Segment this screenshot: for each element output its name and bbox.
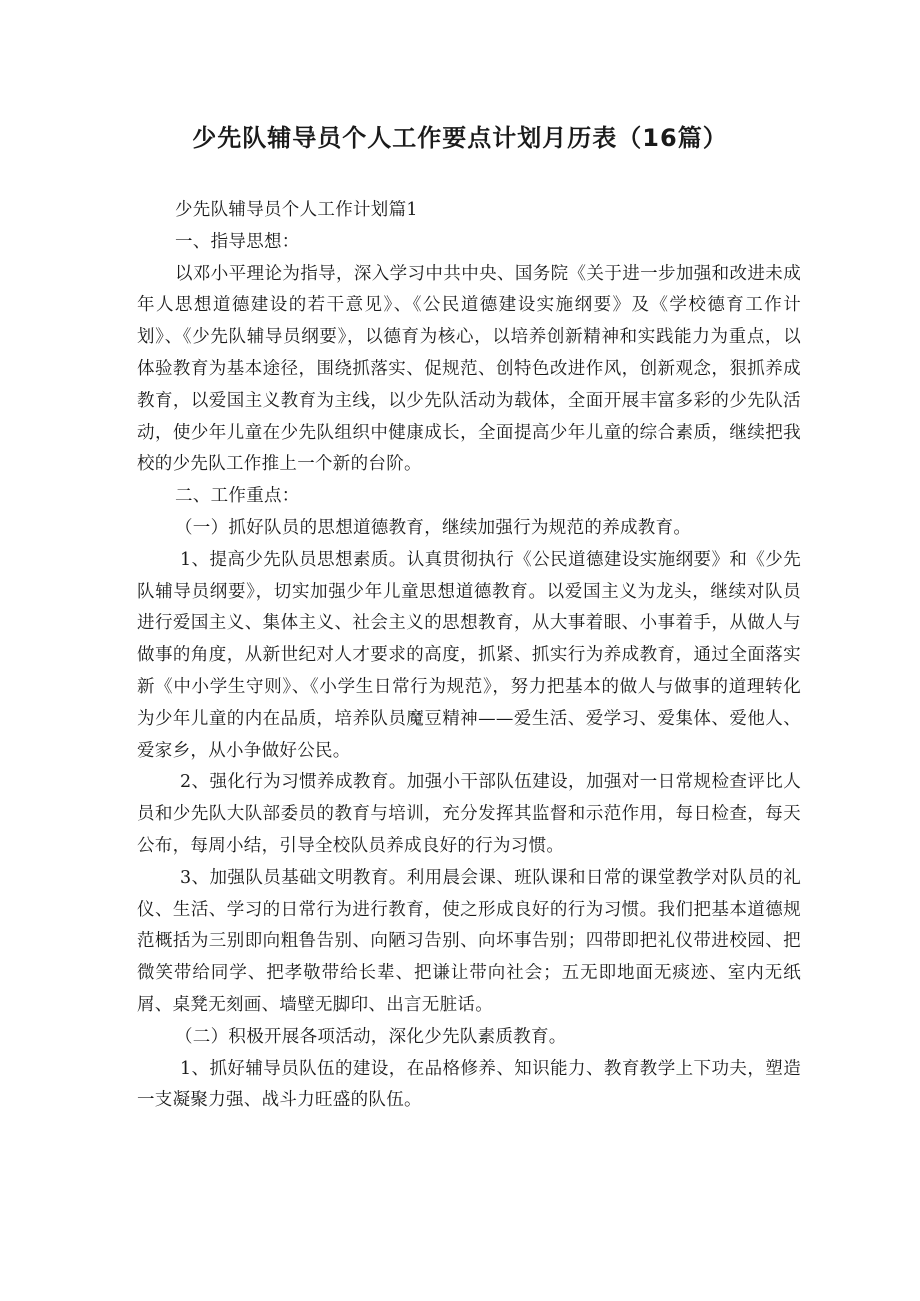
section-heading: 少先队辅导员个人工作计划篇1 [175,200,418,220]
subsection-heading: （一）抓好队员的思想道德教育，继续加强行为规范的养成教育。 [175,517,692,538]
paragraph: 以邓小平理论为指导，深入学习中共中央、国务院《关于进一步加强和改进未成年人思想道德建设的若干意见》、《公民道德建设实施纲要》及《学校德育工作计划》、《少先队辅导员纲要》，以德育为核心，以培养创新精神和实践能力为重点，以体验教育为基本途径，围绕抓落实、促规范、创特色改进作风，创新观念，狠抓养成教育，以爱国主义教育为主线，以少先队活动为载体，全面开展丰富多彩的少先队活动，使少年儿童在少先队组织中健康成长，全面提高少年儿童的综合素质，继续把我校的少先队工作推上一个新的台阶。 [137,263,801,475]
paragraph: 2、强化行为习惯养成教育。加强小干部队伍建设，加强对一日常规检查评比人员和少先队大队部委员的教育与培训，充分发挥其监督和示范作用，每日检查，每天公布，每周小结，引导全校队员养成良好的行为习惯。 [137,772,801,856]
section-heading: 二、工作重点： [175,486,300,507]
paragraph: 1、提高少先队员思想素质。认真贯彻执行《公民道德建设实施纲要》和《少先队辅导员纲要》，切实加强少年儿童思想道德教育。以爱国主义为龙头，继续对队员进行爱国主义、集体主义、社会主义的思想教育，从大事着眼、小事着手，从做人与做事的角度，从新世纪对人才要求的高度，抓紧、抓实行为养成教育，通过全面落实新《中小学生守则》、《小学生日常行为规范》，努力把基本的做人与做事的道理转化为少年儿童的内在品质，培养队员魔豆精神——爱生活、爱学习、爱集体、爱他人、爱家乡，从小争做好公民。 [137,549,801,761]
paragraph: 3、加强队员基础文明教育。利用晨会课、班队课和日常的课堂教学对队员的礼仪、生活、学习的日常行为进行教育，使之形成良好的行为习惯。我们把基本道德规范概括为三别即向粗鲁告别、向陋习告别、向坏事告别；四带即把礼仪带进校园、把微笑带给同学、把孝敬带给长辈、把谦让带向社会；五无即地面无痰迹、室内无纸屑、桌凳无刻画、墙壁无脚印、出言无脏话。 [137,867,801,1015]
document-body [137,195,801,1117]
paragraph: 1、抓好辅导员队伍的建设，在品格修养、知识能力、教育教学上下功夫，塑造一支凝聚力强、战斗力旺盛的队伍。 [137,1058,801,1111]
document-title: 少先队辅导员个人工作要点计划月历表（16篇） [192,124,728,152]
subsection-heading: （二）积极开展各项活动，深化少先队素质教育。 [175,1026,567,1047]
section-heading: 一、指导思想： [175,231,300,252]
